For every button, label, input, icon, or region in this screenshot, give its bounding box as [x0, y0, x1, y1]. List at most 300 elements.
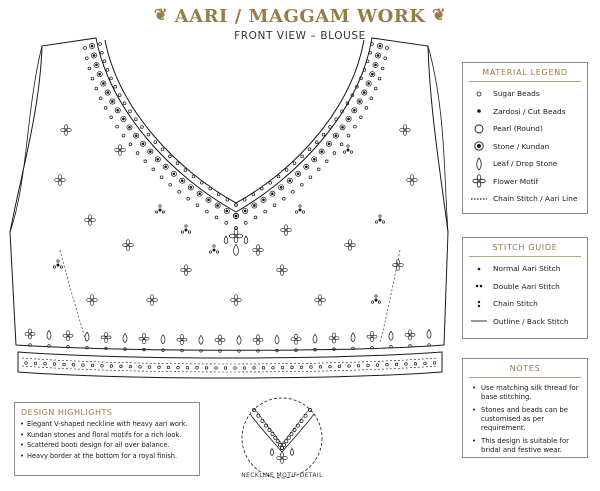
- stitch-row-outline: [463, 313, 587, 331]
- stone-center: [375, 64, 377, 66]
- detail-bead: [271, 432, 274, 435]
- sugar-bead: [217, 193, 220, 196]
- sugar-bead: [309, 176, 312, 179]
- flower-motif: [85, 215, 96, 226]
- sugar-bead: [302, 211, 304, 213]
- stone-center: [353, 109, 355, 111]
- bead: [120, 365, 123, 368]
- title-text: AARI / MAGGAM WORK: [174, 6, 426, 27]
- highlight-text: Scattered booti design for all over balance.: [27, 441, 170, 449]
- bead: [34, 362, 37, 365]
- sugar-bead: [159, 205, 161, 207]
- zardosi-bead: [347, 149, 349, 151]
- legend-row-stone: [463, 138, 587, 156]
- bullet-icon: •: [472, 384, 477, 392]
- sugar-bead: [225, 222, 228, 225]
- sugar-bead: [260, 187, 263, 190]
- flower-motif: [115, 145, 126, 156]
- neckline-beadwork: [84, 43, 389, 256]
- sugar-bead: [300, 183, 303, 186]
- bead: [44, 362, 47, 365]
- bead: [101, 364, 104, 367]
- sugar-bead: [215, 216, 218, 219]
- divider: [469, 81, 581, 82]
- sugar-bead: [315, 141, 318, 144]
- sugar-bead: [347, 145, 349, 147]
- sugar-bead: [147, 133, 150, 136]
- leaf-stone: [123, 334, 127, 343]
- stitch-label: Outline / Back Stitch: [493, 316, 569, 326]
- sugar-bead: [371, 301, 373, 303]
- flower-motif: [61, 125, 72, 136]
- sugar-bead: [206, 210, 209, 213]
- sugar-bead: [350, 151, 352, 153]
- sugar-bead: [60, 266, 62, 268]
- sugar-bead: [213, 245, 215, 247]
- flower-motif: [63, 331, 73, 341]
- neckline-detail-circle: [242, 398, 322, 478]
- material-legend-heading: MATERIAL LEGEND: [482, 68, 568, 77]
- bead: [234, 367, 237, 370]
- sugar-bead: [292, 191, 295, 194]
- sugar-bead: [381, 67, 384, 70]
- sugar-bead: [301, 155, 304, 158]
- sugar-bead: [85, 57, 88, 60]
- stone-center: [359, 101, 361, 103]
- bead: [148, 366, 151, 369]
- stone-center: [149, 151, 151, 153]
- leaf-stone: [290, 449, 293, 456]
- stone-center: [253, 205, 255, 207]
- sugar-bead: [295, 211, 297, 213]
- sugar-bead: [308, 148, 311, 151]
- bead: [310, 366, 313, 369]
- sugar-bead: [200, 181, 203, 184]
- stitch-row-double: [463, 278, 587, 296]
- flower-motif: [123, 240, 134, 251]
- bead: [367, 364, 370, 367]
- sugar-bead: [252, 193, 255, 196]
- leaf-stone: [275, 335, 279, 344]
- bullet-icon: •: [472, 437, 477, 445]
- zardosi-bead: [375, 299, 377, 301]
- sugar-bead: [160, 176, 163, 179]
- sugar-bead: [129, 143, 132, 146]
- bead: [139, 366, 142, 369]
- armhole-right: [428, 46, 448, 232]
- stone-center: [368, 83, 370, 85]
- sugar-bead: [322, 133, 325, 136]
- bead: [25, 362, 28, 365]
- bullet-icon: •: [20, 441, 24, 449]
- bead: [129, 365, 132, 368]
- sugar-bead: [378, 301, 380, 303]
- stone-center: [122, 118, 124, 120]
- legend-label: Pearl (Round): [493, 124, 543, 134]
- bead: [215, 367, 218, 370]
- bullet-icon: •: [20, 451, 24, 460]
- legend-label: Flower Motif: [493, 176, 539, 186]
- sugar-bead: [169, 183, 172, 186]
- sugar-bead: [162, 211, 164, 213]
- sugar-bead: [216, 251, 218, 253]
- sugar-bead: [285, 169, 288, 172]
- sugar-bead: [152, 168, 155, 171]
- stitch-row-chain: [463, 295, 587, 313]
- sugar-bead: [196, 204, 199, 207]
- flower-motif: [393, 260, 404, 271]
- bead: [272, 366, 275, 369]
- stone-center: [91, 45, 93, 47]
- sugar-bead: [354, 125, 357, 128]
- page-subtitle: FRONT VIEW – BLOUSE: [234, 30, 366, 42]
- leaf-stone: [351, 333, 355, 342]
- sugar-bead: [136, 152, 139, 155]
- ornament-left-icon: ❦: [153, 5, 168, 24]
- design-highlights-box: [14, 402, 200, 476]
- sugar-bead: [103, 60, 106, 63]
- bead: [53, 363, 56, 366]
- sugar-bead: [375, 221, 377, 223]
- zardosi-bead: [379, 219, 381, 221]
- highlight-text: Kundan stones and floral motifs for a rich look.: [27, 430, 182, 439]
- sugar-bead: [187, 197, 190, 200]
- border-motifs: [25, 329, 436, 369]
- sugar-bead: [106, 69, 109, 72]
- note-item: [463, 384, 587, 402]
- sugar-bead: [374, 87, 377, 90]
- legend-row-sugar-beads: [463, 85, 587, 103]
- leaf-drop-icon: [469, 157, 489, 171]
- zardosi-bead: [299, 209, 301, 211]
- stone-center: [102, 83, 104, 85]
- leaf-stone: [427, 330, 431, 339]
- bead: [319, 366, 322, 369]
- flower-motif: [405, 330, 415, 340]
- bead: [224, 367, 227, 370]
- flower-motif: [25, 329, 35, 339]
- sugar-bead: [110, 116, 113, 119]
- sugar-bead: [188, 231, 190, 233]
- sugar-bead: [161, 148, 164, 151]
- sugar-bead: [144, 160, 147, 163]
- legend-label: Zardosi / Cut Beads: [493, 106, 566, 116]
- legend-label: Stone / Kundan: [493, 141, 550, 151]
- stone-center: [181, 180, 183, 182]
- sugar-bead: [123, 102, 126, 105]
- sugar-bead: [235, 227, 238, 230]
- stone-center: [142, 143, 144, 145]
- flower-motif: [281, 225, 292, 236]
- sugar-bead: [53, 266, 55, 268]
- legend-label: Chain Stitch / Aari Line: [493, 194, 578, 204]
- ornament-right-icon: ❦: [432, 5, 447, 24]
- stone-center: [280, 186, 282, 188]
- stone-center: [289, 180, 291, 182]
- flower-motif: [231, 295, 242, 306]
- flower-motif: [230, 230, 243, 243]
- stone-center: [235, 215, 237, 217]
- stone-center: [305, 166, 307, 168]
- sugar-bead: [57, 260, 59, 262]
- legend-row-leaf: [463, 155, 587, 173]
- double-dot-icon: [469, 282, 489, 290]
- stone-center: [157, 158, 159, 160]
- detail-bead: [285, 440, 288, 443]
- bead: [253, 367, 256, 370]
- leaf-stone: [270, 449, 273, 456]
- neckline-inner: [105, 40, 364, 203]
- flower-motif: [55, 175, 66, 186]
- sugar-bead: [378, 77, 381, 80]
- zardosi-bead: [213, 249, 215, 251]
- sugar-bead: [293, 162, 296, 165]
- sugar-bead: [243, 198, 246, 201]
- note-text: This design is suitable for bridal and festive wear.: [481, 437, 570, 454]
- notes-heading: NOTES: [509, 364, 541, 373]
- bead: [414, 362, 417, 365]
- flower-motif: [291, 334, 301, 344]
- bead: [262, 367, 265, 370]
- stone-center: [348, 118, 350, 120]
- bead: [300, 366, 303, 369]
- bead: [110, 365, 113, 368]
- stone-center: [379, 45, 381, 47]
- sugar-bead: [343, 151, 345, 153]
- bead: [291, 366, 294, 369]
- sugar-bead: [101, 51, 104, 54]
- stone-center: [199, 193, 201, 195]
- notes-box: [462, 358, 588, 458]
- stone-center: [96, 64, 98, 66]
- legend-row-zardosi: [463, 103, 587, 121]
- sugar-bead: [273, 204, 276, 207]
- bead: [405, 363, 408, 366]
- flower-motif: [139, 334, 149, 344]
- stone-center: [321, 151, 323, 153]
- sugar-bead: [114, 85, 117, 88]
- zardosi-bead: [159, 209, 161, 211]
- zardosi-bead-icon: [469, 106, 489, 116]
- stone-center: [99, 73, 101, 75]
- sugar-bead: [325, 160, 328, 163]
- flower-motif: [177, 335, 187, 345]
- sugar-bead: [141, 126, 144, 129]
- sugar-bead: [264, 210, 267, 213]
- stone-center: [377, 55, 379, 57]
- legend-label: Leaf / Drop Stone: [493, 159, 558, 169]
- leaf-stone: [237, 335, 241, 344]
- stone-center: [129, 126, 131, 128]
- stitch-guide-box: [462, 237, 588, 339]
- bead: [205, 367, 208, 370]
- bead: [196, 367, 199, 370]
- bullet-icon: •: [20, 420, 24, 428]
- sugar-bead: [340, 143, 343, 146]
- blouse-outline: [10, 38, 448, 350]
- sugar-bead: [209, 251, 211, 253]
- bead: [82, 364, 85, 367]
- stone-center: [335, 135, 337, 137]
- stitch-label: Double Aari Stitch: [493, 281, 560, 291]
- stone-center: [371, 73, 373, 75]
- sugar-bead: [99, 97, 102, 100]
- stone-center: [297, 173, 299, 175]
- stone-center: [217, 205, 219, 207]
- bead: [243, 367, 246, 370]
- stitch-label: Chain Stitch: [493, 299, 538, 309]
- sugar-bead: [181, 231, 183, 233]
- detail-bead: [274, 436, 277, 439]
- zardosi-bead: [57, 264, 59, 266]
- legend-label: Sugar Beads: [493, 89, 540, 99]
- stone-center: [111, 101, 113, 103]
- sugar-bead: [360, 116, 363, 119]
- legend-row-pearl: [463, 120, 587, 138]
- leaf-stone: [161, 335, 165, 344]
- flower-motif: [400, 125, 411, 136]
- material-legend-box: [462, 62, 588, 214]
- stone-center: [226, 210, 228, 212]
- flower-motif: [101, 332, 111, 342]
- highlight-text: Elegant V-shaped neckline with heavy aari work.: [27, 420, 188, 428]
- bead: [348, 365, 351, 368]
- bead: [158, 366, 161, 369]
- bullet-icon: •: [472, 406, 477, 414]
- highlight-item: [15, 451, 199, 462]
- sugar-bead: [226, 198, 229, 201]
- zardosi-bead: [185, 229, 187, 231]
- stone-center: [342, 126, 344, 128]
- sugar-bead: [317, 168, 320, 171]
- stitch-guide-heading: STITCH GUIDE: [492, 243, 558, 252]
- sugar-bead: [88, 67, 91, 70]
- bead: [329, 365, 332, 368]
- stitch-label: Normal Aari Stitch: [493, 264, 561, 274]
- legend-row-chain: [463, 190, 587, 208]
- leaf-stone: [244, 236, 248, 244]
- detail-bead: [280, 446, 283, 449]
- sugar-bead-icon: [469, 89, 489, 99]
- bead: [72, 363, 75, 366]
- dotted-line-icon: [469, 196, 489, 202]
- sugar-bead: [379, 215, 381, 217]
- sugar-bead: [110, 77, 113, 80]
- stone-center: [93, 55, 95, 57]
- detail-bead: [276, 440, 279, 443]
- single-dot-icon: [469, 265, 489, 273]
- sugar-bead: [99, 43, 102, 46]
- sugar-bead: [122, 134, 125, 137]
- flower-motif: [181, 265, 192, 276]
- stone-center: [165, 166, 167, 168]
- detail-bead: [287, 436, 290, 439]
- leaf-stone: [234, 245, 239, 256]
- bead: [424, 362, 427, 365]
- note-item: [463, 437, 587, 455]
- bead: [338, 365, 341, 368]
- highlight-item: [15, 419, 199, 430]
- flower-motif: [87, 295, 98, 306]
- sugar-bead: [154, 141, 157, 144]
- bead: [395, 363, 398, 366]
- detail-beadwork: [252, 408, 311, 463]
- sugar-bead: [244, 222, 247, 225]
- stone-center: [117, 109, 119, 111]
- flower-motif: [253, 245, 264, 256]
- sugar-bead: [184, 169, 187, 172]
- flower-motif: [253, 335, 263, 345]
- sugar-bead: [178, 191, 181, 194]
- bead: [186, 366, 189, 369]
- leaf-stone: [224, 236, 228, 244]
- sugar-bead: [169, 155, 172, 158]
- sugar-bead: [347, 134, 350, 137]
- note-text: Stones and beads can be customised as per requirement.: [481, 406, 569, 432]
- sugar-bead: [116, 125, 119, 128]
- bead: [386, 363, 389, 366]
- stone-center: [363, 92, 365, 94]
- flower-motif-icon: [469, 174, 489, 188]
- flower-motif: [277, 265, 288, 276]
- detail-bead: [290, 432, 293, 435]
- sugar-bead: [118, 94, 121, 97]
- stone-center: [107, 92, 109, 94]
- sugar-bead: [235, 204, 238, 207]
- legend-row-flower: [463, 173, 587, 191]
- sugar-bead: [176, 162, 179, 165]
- stone-kundan-icon: [469, 140, 489, 152]
- sugar-bead: [95, 87, 98, 90]
- sugar-bead: [277, 175, 280, 178]
- chain-dot-icon: [469, 299, 489, 309]
- divider: [469, 377, 581, 378]
- stone-center: [135, 135, 137, 137]
- stitch-row-normal: [463, 260, 587, 278]
- bead: [281, 366, 284, 369]
- stone-center: [313, 158, 315, 160]
- pearl-icon: [469, 123, 489, 135]
- bead: [376, 364, 379, 367]
- leaf-stone: [47, 330, 51, 339]
- leaf-stone: [389, 331, 393, 340]
- sugar-bead: [84, 47, 87, 50]
- sugar-bead: [333, 152, 336, 155]
- stone-center: [244, 210, 246, 212]
- stone-center: [263, 199, 265, 201]
- armhole-left: [10, 46, 42, 232]
- bullet-icon: •: [20, 430, 24, 439]
- stone-center: [271, 193, 273, 195]
- sugar-bead: [134, 118, 137, 121]
- sugar-bead: [299, 205, 301, 207]
- sugar-bead: [155, 211, 157, 213]
- leaf-stone: [85, 332, 89, 341]
- flower-motif: [345, 240, 356, 251]
- flower-motif: [315, 295, 326, 306]
- bead: [167, 366, 170, 369]
- highlight-text: Heavy border at the bottom for a royal finish.: [27, 451, 178, 460]
- design-highlights-heading: DESIGN HIGHLIGHTS: [21, 408, 113, 417]
- sugar-bead: [185, 225, 187, 227]
- sugar-bead: [365, 107, 368, 110]
- stone-center: [208, 199, 210, 201]
- bead: [91, 364, 94, 367]
- highlight-item: [15, 430, 199, 441]
- highlight-item: [15, 440, 199, 451]
- sugar-bead: [375, 295, 377, 297]
- sugar-bead: [91, 77, 94, 80]
